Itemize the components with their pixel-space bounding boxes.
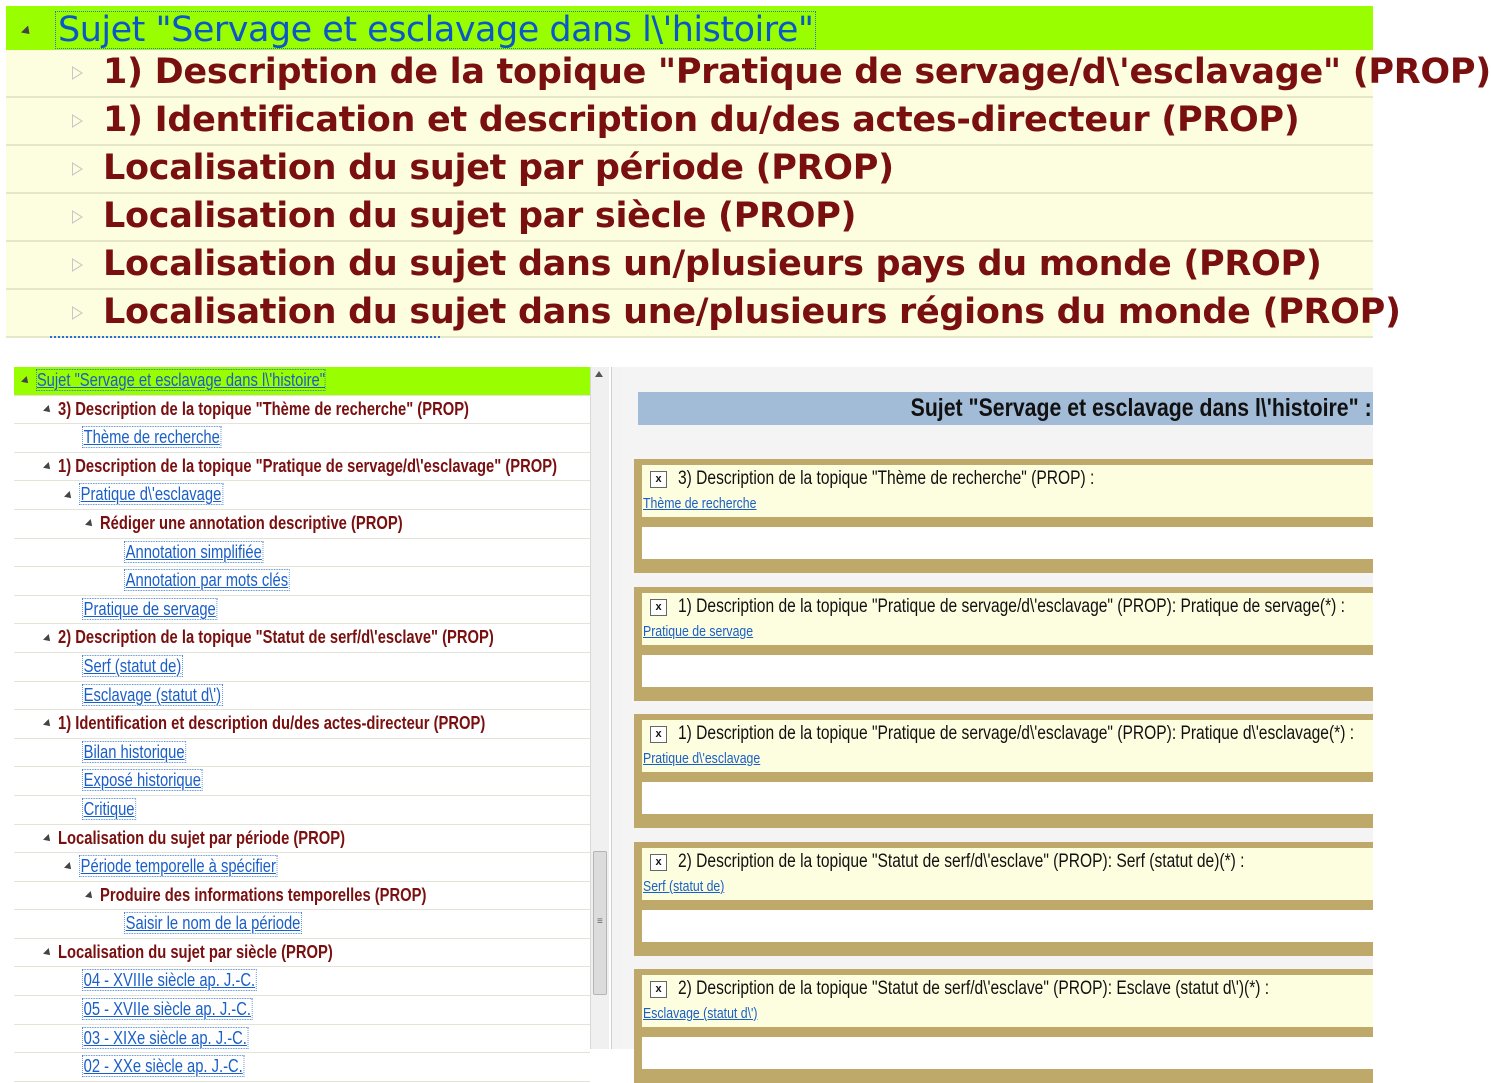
tree-link[interactable]: Bilan historique bbox=[83, 741, 185, 762]
tree-node[interactable] bbox=[14, 481, 590, 510]
tree-leaf[interactable] bbox=[14, 967, 590, 996]
zoom-row-label: 1) Identification et description du/des actes-directeur (PROP) bbox=[103, 100, 1300, 140]
collapsed-triangle-icon[interactable] bbox=[72, 258, 83, 272]
card-link[interactable]: Thème de recherche bbox=[643, 495, 757, 512]
tree-leaf[interactable] bbox=[14, 739, 590, 768]
panel-title: Sujet "Servage et esclavage dans l\'histoire" : bbox=[910, 394, 1372, 422]
zoomed-tree bbox=[6, 6, 1491, 338]
tree-link[interactable]: 02 - XXe siècle ap. J.-C. bbox=[83, 1056, 243, 1077]
zoom-row-label: Localisation du sujet par période (PROP) bbox=[103, 148, 894, 188]
card-header-label: 1) Description de la topique "Pratique de servage/d\'esclavage" (PROP): Pratique d\'esclavage(*) : bbox=[678, 723, 1355, 744]
zoom-root-row[interactable] bbox=[6, 6, 1373, 50]
tree-node[interactable] bbox=[14, 396, 590, 425]
tree-leaf[interactable] bbox=[14, 424, 590, 453]
card-link[interactable]: Pratique d\'esclavage bbox=[643, 750, 761, 767]
tree-node[interactable] bbox=[14, 453, 590, 482]
tree-link[interactable]: Critique bbox=[83, 798, 135, 819]
collapsed-triangle-icon[interactable] bbox=[72, 162, 83, 176]
expanded-triangle-icon[interactable] bbox=[21, 25, 33, 37]
tree-prop-label: 1) Description de la topique "Pratique de servage/d\'esclavage" (PROP) bbox=[58, 455, 557, 476]
card-link-row bbox=[642, 493, 1373, 517]
tree-link[interactable]: 04 - XVIIIe siècle ap. J.-C. bbox=[83, 970, 256, 991]
tree-prop-label: Localisation du sujet par période (PROP) bbox=[58, 827, 346, 848]
annotation-card bbox=[634, 714, 1373, 828]
annotation-input[interactable] bbox=[642, 910, 1373, 942]
focus-underline bbox=[50, 336, 440, 338]
annotation-input[interactable] bbox=[642, 782, 1373, 814]
annotation-card bbox=[634, 587, 1373, 701]
grip-icon: ≡ bbox=[597, 916, 603, 927]
annotation-input[interactable] bbox=[642, 1037, 1373, 1069]
expanded-triangle-icon[interactable] bbox=[43, 405, 53, 415]
zoom-row[interactable] bbox=[6, 242, 1373, 290]
card-link-row bbox=[642, 621, 1373, 645]
tree-prop-label: 2) Description de la topique "Statut de serf/d\'esclave" (PROP) bbox=[58, 627, 494, 648]
expanded-triangle-icon[interactable] bbox=[43, 634, 53, 644]
tree-link[interactable]: 05 - XVIIe siècle ap. J.-C. bbox=[83, 999, 251, 1020]
tree-link[interactable]: Pratique d\'esclavage bbox=[80, 484, 222, 505]
card-header-label: 1) Description de la topique "Pratique de servage/d\'esclavage" (PROP): Pratique de servage(*) : bbox=[678, 596, 1346, 617]
expanded-triangle-icon[interactable] bbox=[43, 462, 53, 472]
annotation-input[interactable] bbox=[642, 655, 1373, 687]
annotation-input[interactable] bbox=[642, 527, 1373, 559]
tree-node[interactable] bbox=[14, 710, 590, 739]
tree-leaf[interactable] bbox=[14, 653, 590, 682]
zoom-row[interactable] bbox=[6, 146, 1373, 194]
tree-scrollbar[interactable] bbox=[590, 367, 609, 1049]
close-icon[interactable]: x bbox=[650, 981, 667, 998]
card-header bbox=[642, 975, 1373, 1003]
tree-leaf[interactable] bbox=[14, 796, 590, 825]
close-icon[interactable]: x bbox=[650, 599, 667, 616]
annotation-card bbox=[634, 842, 1373, 956]
tree-leaf[interactable] bbox=[14, 682, 590, 711]
expanded-triangle-icon[interactable] bbox=[85, 891, 95, 901]
tree-node[interactable] bbox=[14, 510, 590, 539]
expanded-triangle-icon[interactable] bbox=[64, 862, 74, 872]
tree-panel[interactable] bbox=[14, 367, 590, 1077]
tree-prop-label: Rédiger une annotation descriptive (PROP) bbox=[100, 512, 403, 533]
card-link-row bbox=[642, 1003, 1373, 1027]
scroll-thumb[interactable] bbox=[593, 851, 607, 995]
tree-leaf[interactable] bbox=[14, 1025, 590, 1054]
collapsed-triangle-icon[interactable] bbox=[72, 306, 83, 320]
tree-link[interactable]: Saisir le nom de la période bbox=[125, 913, 301, 934]
editor-panel bbox=[622, 367, 1373, 1049]
card-header bbox=[642, 848, 1373, 876]
zoom-row-label: Localisation du sujet par siècle (PROP) bbox=[103, 196, 857, 236]
tree-link[interactable]: Pratique de servage bbox=[83, 598, 216, 619]
tree-root-label[interactable]: Sujet "Servage et esclavage dans l\'histoire" bbox=[36, 370, 325, 390]
expanded-triangle-icon[interactable] bbox=[21, 376, 31, 386]
tree-prop-label: 3) Description de la topique "Thème de recherche" (PROP) bbox=[58, 398, 469, 419]
tree-link[interactable]: Période temporelle à spécifier bbox=[80, 856, 276, 877]
expanded-triangle-icon[interactable] bbox=[43, 948, 53, 958]
zoom-row-label: Localisation du sujet dans une/plusieurs régions du monde (PROP) bbox=[103, 292, 1401, 332]
tree-leaf[interactable] bbox=[14, 1053, 590, 1082]
zoom-row[interactable] bbox=[6, 194, 1373, 242]
expanded-triangle-icon[interactable] bbox=[85, 519, 95, 529]
zoom-row[interactable] bbox=[6, 290, 1401, 338]
annotation-card bbox=[634, 969, 1373, 1083]
card-header-label: 2) Description de la topique "Statut de serf/d\'esclave" (PROP): Serf (statut de)(*) : bbox=[678, 851, 1245, 872]
tree-node[interactable] bbox=[14, 825, 590, 854]
close-icon[interactable]: x bbox=[650, 471, 667, 488]
tree-leaf[interactable] bbox=[14, 596, 590, 625]
collapsed-triangle-icon[interactable] bbox=[72, 210, 83, 224]
tree-leaf[interactable] bbox=[14, 539, 590, 568]
tree-prop-label: Localisation du sujet par siècle (PROP) bbox=[58, 941, 333, 962]
tree-node[interactable] bbox=[14, 882, 590, 911]
tree-prop-label: 1) Identification et description du/des actes-directeur (PROP) bbox=[58, 713, 486, 734]
zoom-row[interactable] bbox=[6, 98, 1373, 146]
tree-leaf[interactable] bbox=[14, 567, 590, 596]
annotation-card bbox=[634, 459, 1373, 573]
tree-link[interactable]: Annotation par mots clés bbox=[125, 570, 289, 591]
collapsed-triangle-icon[interactable] bbox=[72, 114, 83, 128]
collapsed-triangle-icon[interactable] bbox=[72, 66, 83, 80]
tree-leaf[interactable] bbox=[14, 996, 590, 1025]
close-icon[interactable]: x bbox=[650, 726, 667, 743]
card-header bbox=[642, 465, 1373, 493]
tree-link[interactable]: Thème de recherche bbox=[83, 427, 220, 448]
tree-prop-label: Produire des informations temporelles (PROP) bbox=[100, 884, 427, 905]
tree-node[interactable] bbox=[14, 939, 590, 968]
card-header-label: 2) Description de la topique "Statut de serf/d\'esclave" (PROP): Esclave (statut d\')(*) : bbox=[678, 978, 1270, 999]
card-link[interactable]: Serf (statut de) bbox=[643, 878, 725, 895]
expanded-triangle-icon[interactable] bbox=[43, 834, 53, 844]
scroll-up-arrow-icon[interactable] bbox=[595, 371, 603, 377]
card-header bbox=[642, 720, 1373, 748]
zoom-row-label: 1) Description de la topique "Pratique de servage/d\'esclavage" (PROP) bbox=[103, 52, 1491, 92]
card-link[interactable]: Esclavage (statut d\') bbox=[643, 1005, 758, 1022]
panel-title-bar bbox=[638, 392, 1373, 425]
zoom-row[interactable] bbox=[6, 50, 1491, 98]
tree-link[interactable]: 03 - XIXe siècle ap. J.-C. bbox=[83, 1027, 247, 1048]
tree-node[interactable] bbox=[14, 624, 590, 653]
card-link-row bbox=[642, 876, 1373, 900]
card-header bbox=[642, 593, 1373, 621]
card-link-row bbox=[642, 748, 1373, 772]
close-icon[interactable]: x bbox=[650, 854, 667, 871]
tree-leaf[interactable] bbox=[14, 767, 590, 796]
card-link[interactable]: Pratique de servage bbox=[643, 623, 754, 640]
zoom-root-label[interactable]: Sujet "Servage et esclavage dans l\'histoire" bbox=[55, 11, 816, 49]
tree-link[interactable]: Serf (statut de) bbox=[83, 655, 182, 676]
tree-leaf[interactable] bbox=[14, 910, 590, 939]
tree-root-row[interactable] bbox=[14, 367, 590, 396]
zoom-row-label: Localisation du sujet dans un/plusieurs pays du monde (PROP) bbox=[103, 244, 1322, 284]
expanded-triangle-icon[interactable] bbox=[43, 719, 53, 729]
card-header-label: 3) Description de la topique "Thème de recherche" (PROP) : bbox=[678, 468, 1095, 489]
tree-node[interactable] bbox=[14, 853, 590, 882]
tree-link[interactable]: Annotation simplifiée bbox=[125, 541, 262, 562]
tree-link[interactable]: Esclavage (statut d\') bbox=[83, 684, 222, 705]
tree-link[interactable]: Exposé historique bbox=[83, 770, 201, 791]
expanded-triangle-icon[interactable] bbox=[64, 491, 74, 501]
